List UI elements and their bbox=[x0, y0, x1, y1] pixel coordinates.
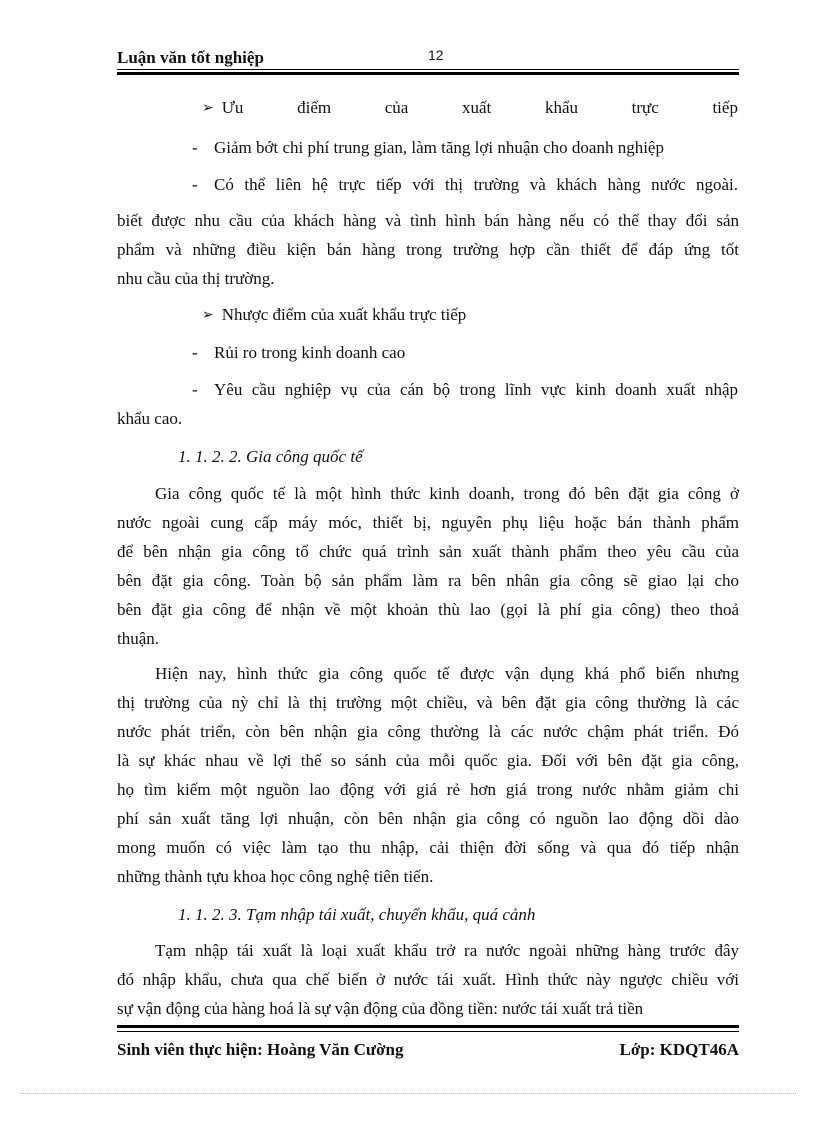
paragraph-line: mong muốn có việc làm tạo thu nhập, cải thiện đời sống và qua đó tiếp nhận bbox=[117, 838, 739, 857]
disadvantages-heading: ➢ Nhược điểm của xuất khẩu trực tiếp bbox=[202, 305, 467, 324]
footer-rule-thin bbox=[117, 1031, 739, 1032]
header-rule-thick bbox=[117, 72, 739, 75]
paragraph-line: khẩu cao. bbox=[117, 409, 183, 428]
paragraph-line: là sự khác nhau về lợi thế so sánh của mỗi quốc gia. Đối với bên đặt gia công, bbox=[117, 751, 739, 770]
paragraph-line: đó nhập khẩu, chưa qua chế biến ở nước tái xuất. Hình thức này ngược chiều với bbox=[117, 970, 739, 989]
paragraph-line: phẩm và những điều kiện bán hàng trong trường hợp cần thiết để đáp ứng tốt bbox=[117, 240, 739, 259]
advantages-heading bbox=[202, 98, 738, 118]
heading-word: của bbox=[384, 98, 409, 117]
subsection-heading: 1. 1. 2. 2. Gia công quốc tế bbox=[178, 447, 363, 466]
heading-word: khẩu bbox=[544, 98, 578, 117]
paragraph-line: phí sản xuất tăng lợi nhuận, còn bên nhận gia công có nguồn lao động dồi dào bbox=[117, 809, 739, 828]
paragraph-line: Hiện nay, hình thức gia công quốc tế được vận dụng khá phổ biến nhưng bbox=[155, 664, 739, 683]
disadvantage-item: - Rủi ro trong kinh doanh cao bbox=[192, 343, 406, 362]
arrow-bullet-icon: ➢ bbox=[202, 100, 214, 116]
advantage-item: - Có thể liên hệ trực tiếp với thị trường và khách hàng nước ngoài. bbox=[192, 175, 738, 194]
heading-word: điểm bbox=[297, 98, 332, 117]
footer-class: Lớp: KDQT46A bbox=[619, 1040, 739, 1059]
paragraph-line: nhu cầu của thị trường. bbox=[117, 269, 275, 288]
footer-student: Sinh viên thực hiện: Hoàng Văn Cường bbox=[117, 1040, 404, 1059]
paragraph-line: nước phát triển, còn bên nhận gia công thường là các nước chậm phát triển. Đó bbox=[117, 722, 739, 741]
header-rule-thin bbox=[117, 69, 739, 70]
paragraph-line: Tạm nhập tái xuất là loại xuất khẩu trở ra nước ngoài những hàng trước đây bbox=[155, 941, 739, 960]
paragraph-line: Gia công quốc tế là một hình thức kinh doanh, trong đó bên đặt gia công ở bbox=[155, 484, 739, 503]
heading-word: trực bbox=[631, 98, 659, 117]
paragraph-line: thuận. bbox=[117, 629, 160, 648]
page-break-divider bbox=[20, 1093, 796, 1094]
arrow-bullet-icon: ➢ bbox=[202, 307, 214, 323]
advantage-item: - Giảm bớt chi phí trung gian, làm tăng lợi nhuận cho doanh nghiệp bbox=[192, 138, 664, 157]
heading-word: xuất bbox=[462, 98, 492, 117]
paragraph-line: biết được nhu cầu của khách hàng và tình hình bán hàng nếu có thể thay đổi sản bbox=[117, 211, 739, 230]
paragraph-line: những thành tựu khoa học công nghệ tiên tiến. bbox=[117, 867, 434, 886]
paragraph-line: sự vận động của hàng hoá là sự vận động của đồng tiền: nước tái xuất trả tiền bbox=[117, 999, 644, 1018]
paragraph-line: họ tìm kiếm một nguồn lao động với giá rẻ hơn giá trong nước nhằm giảm chi bbox=[117, 780, 739, 799]
header-title: Luận văn tốt nghiệp bbox=[117, 48, 264, 67]
paragraph-line: bên đặt gia công để nhận về một khoản thù lao (gọi là phí gia công) theo thoả bbox=[117, 600, 739, 619]
paragraph-line: thị trường của nỳ chỉ là thị trường một chiều, và bên đặt gia công thường là các bbox=[117, 693, 739, 712]
heading-word: Ưu bbox=[221, 98, 244, 117]
footer-rule-thick bbox=[117, 1025, 739, 1028]
subsection-heading: 1. 1. 2. 3. Tạm nhập tái xuất, chuyển khẩu, quá cảnh bbox=[178, 905, 536, 924]
paragraph-line: bên đặt gia công. Toàn bộ sản phẩm làm ra bên nhân gia công sẽ giao lại cho bbox=[117, 571, 739, 590]
page-number: 12 bbox=[428, 47, 444, 63]
paragraph-line: nước ngoài cung cấp máy móc, thiết bị, nguyên phụ liệu hoặc bán thành phẩm bbox=[117, 513, 739, 532]
heading-word: tiếp bbox=[712, 98, 738, 117]
disadvantage-item: - Yêu cầu nghiệp vụ của cán bộ trong lĩnh vực kinh doanh xuất nhập bbox=[192, 380, 738, 399]
paragraph-line: để bên nhận gia công tổ chức quá trình sản xuất thành phẩm theo yêu cầu của bbox=[117, 542, 739, 561]
